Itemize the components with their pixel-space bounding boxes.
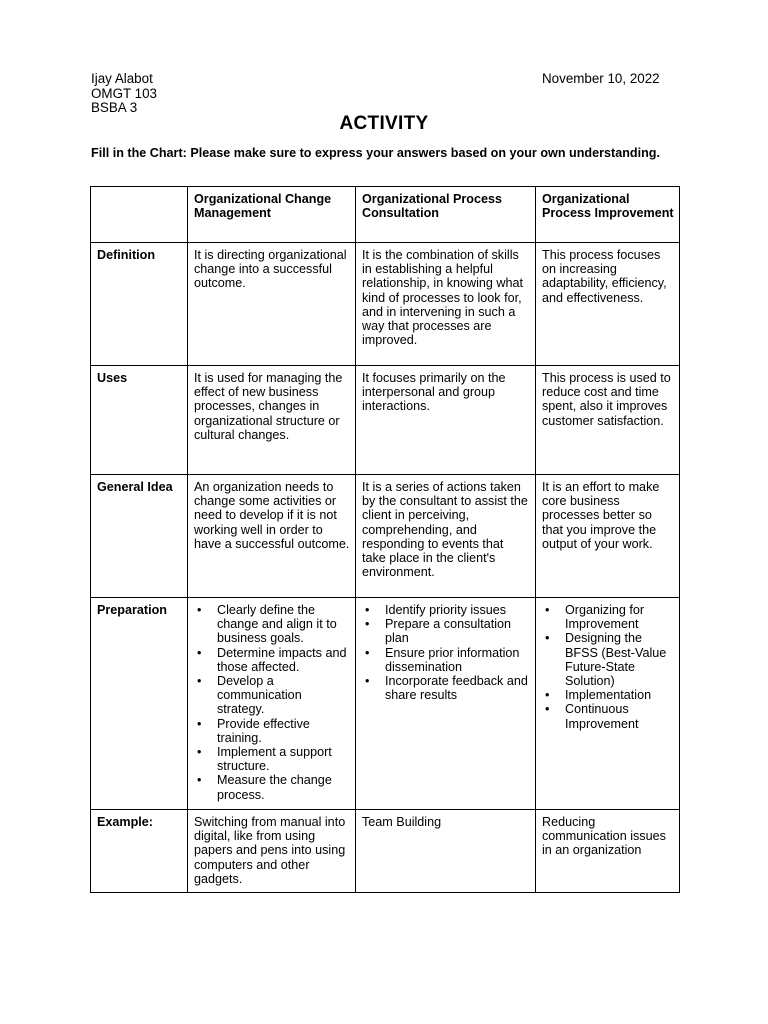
list-item: • Organizing for Improvement	[542, 603, 674, 631]
general-idea-improvement: It is an effort to make core business processes better so that you improve the output of your work.	[536, 475, 680, 598]
uses-consultation: It focuses primarily on the interpersonal and group interactions.	[356, 366, 536, 475]
definition-improvement: This process focuses on increasing adaptability, efficiency, and effectiveness.	[536, 243, 680, 366]
list-item: • Designing the BFSS (Best-Value Future-State Solution)	[542, 631, 674, 688]
table-row	[91, 366, 680, 475]
example-change: Switching from manual into digital, like from using papers and pens into using computers and other gadgets.	[188, 810, 356, 893]
list-item: • Incorporate feedback and share results	[362, 674, 530, 702]
uses-change: It is used for managing the effect of new business processes, changes in organizational structure or cultural changes.	[188, 366, 356, 475]
page-title: ACTIVITY	[339, 113, 429, 134]
list-item: • Continuous Improvement	[542, 702, 674, 730]
student-info	[91, 72, 157, 116]
table-row	[91, 598, 680, 810]
list-item: • Clearly define the change and align it to business goals.	[194, 603, 350, 646]
header-process-improvement: Organizational Process Improvement	[536, 187, 680, 243]
row-label-uses: Uses	[91, 366, 188, 475]
example-improvement: Reducing communication issues in an organization	[536, 810, 680, 893]
date: November 10, 2022	[542, 71, 660, 86]
table-row	[91, 475, 680, 598]
list-item: • Implement a support structure.	[194, 745, 350, 773]
course-code: OMGT 103	[91, 85, 157, 101]
row-label-example: Example:	[91, 810, 188, 893]
list-item: • Ensure prior information dissemination	[362, 646, 530, 674]
student-name: Ijay Alabot	[91, 71, 153, 86]
list-item: • Determine impacts and those affected.	[194, 646, 350, 674]
table-row	[91, 243, 680, 366]
header-cell-empty	[91, 187, 188, 243]
definition-change: It is directing organizational change into a successful outcome.	[188, 243, 356, 366]
preparation-improvement	[536, 598, 680, 810]
list-item: • Implementation	[542, 688, 674, 702]
bullet-list	[194, 603, 350, 802]
bullet-list	[542, 603, 674, 731]
list-item: • Prepare a consultation plan	[362, 617, 530, 645]
table-header-row	[91, 187, 680, 243]
uses-improvement: This process is used to reduce cost and time spent, also it improves customer satisfaction.	[536, 366, 680, 475]
comparison-table	[90, 186, 680, 893]
preparation-change	[188, 598, 356, 810]
list-item: • Identify priority issues	[362, 603, 530, 617]
header-process-consultation: Organizational Process Consultation	[356, 187, 536, 243]
row-label-general-idea: General Idea	[91, 475, 188, 598]
table-row	[91, 810, 680, 893]
definition-consultation: It is the combination of skills in establishing a helpful relationship, in knowing what kind of processes to look for, and in intervening in such a way that processes are improved.	[356, 243, 536, 366]
general-idea-change: An organization needs to change some activities or need to develop if it is not working well in order to have a successful outcome.	[188, 475, 356, 598]
row-label-preparation: Preparation	[91, 598, 188, 810]
section: BSBA 3	[91, 100, 138, 116]
instructions: Fill in the Chart: Please make sure to express your answers based on your own understanding.	[91, 146, 660, 160]
header-change-management: Organizational Change Management	[188, 187, 356, 243]
list-item: • Develop a communication strategy.	[194, 674, 350, 717]
bullet-list	[362, 603, 530, 702]
general-idea-consultation: It is a series of actions taken by the consultant to assist the client in perceiving, comprehending, and responding to events that take place in the client's environment.	[356, 475, 536, 598]
list-item: • Measure the change process.	[194, 773, 350, 801]
row-label-definition: Definition	[91, 243, 188, 366]
list-item: • Provide effective training.	[194, 717, 350, 745]
example-consultation: Team Building	[356, 810, 536, 893]
preparation-consultation	[356, 598, 536, 810]
